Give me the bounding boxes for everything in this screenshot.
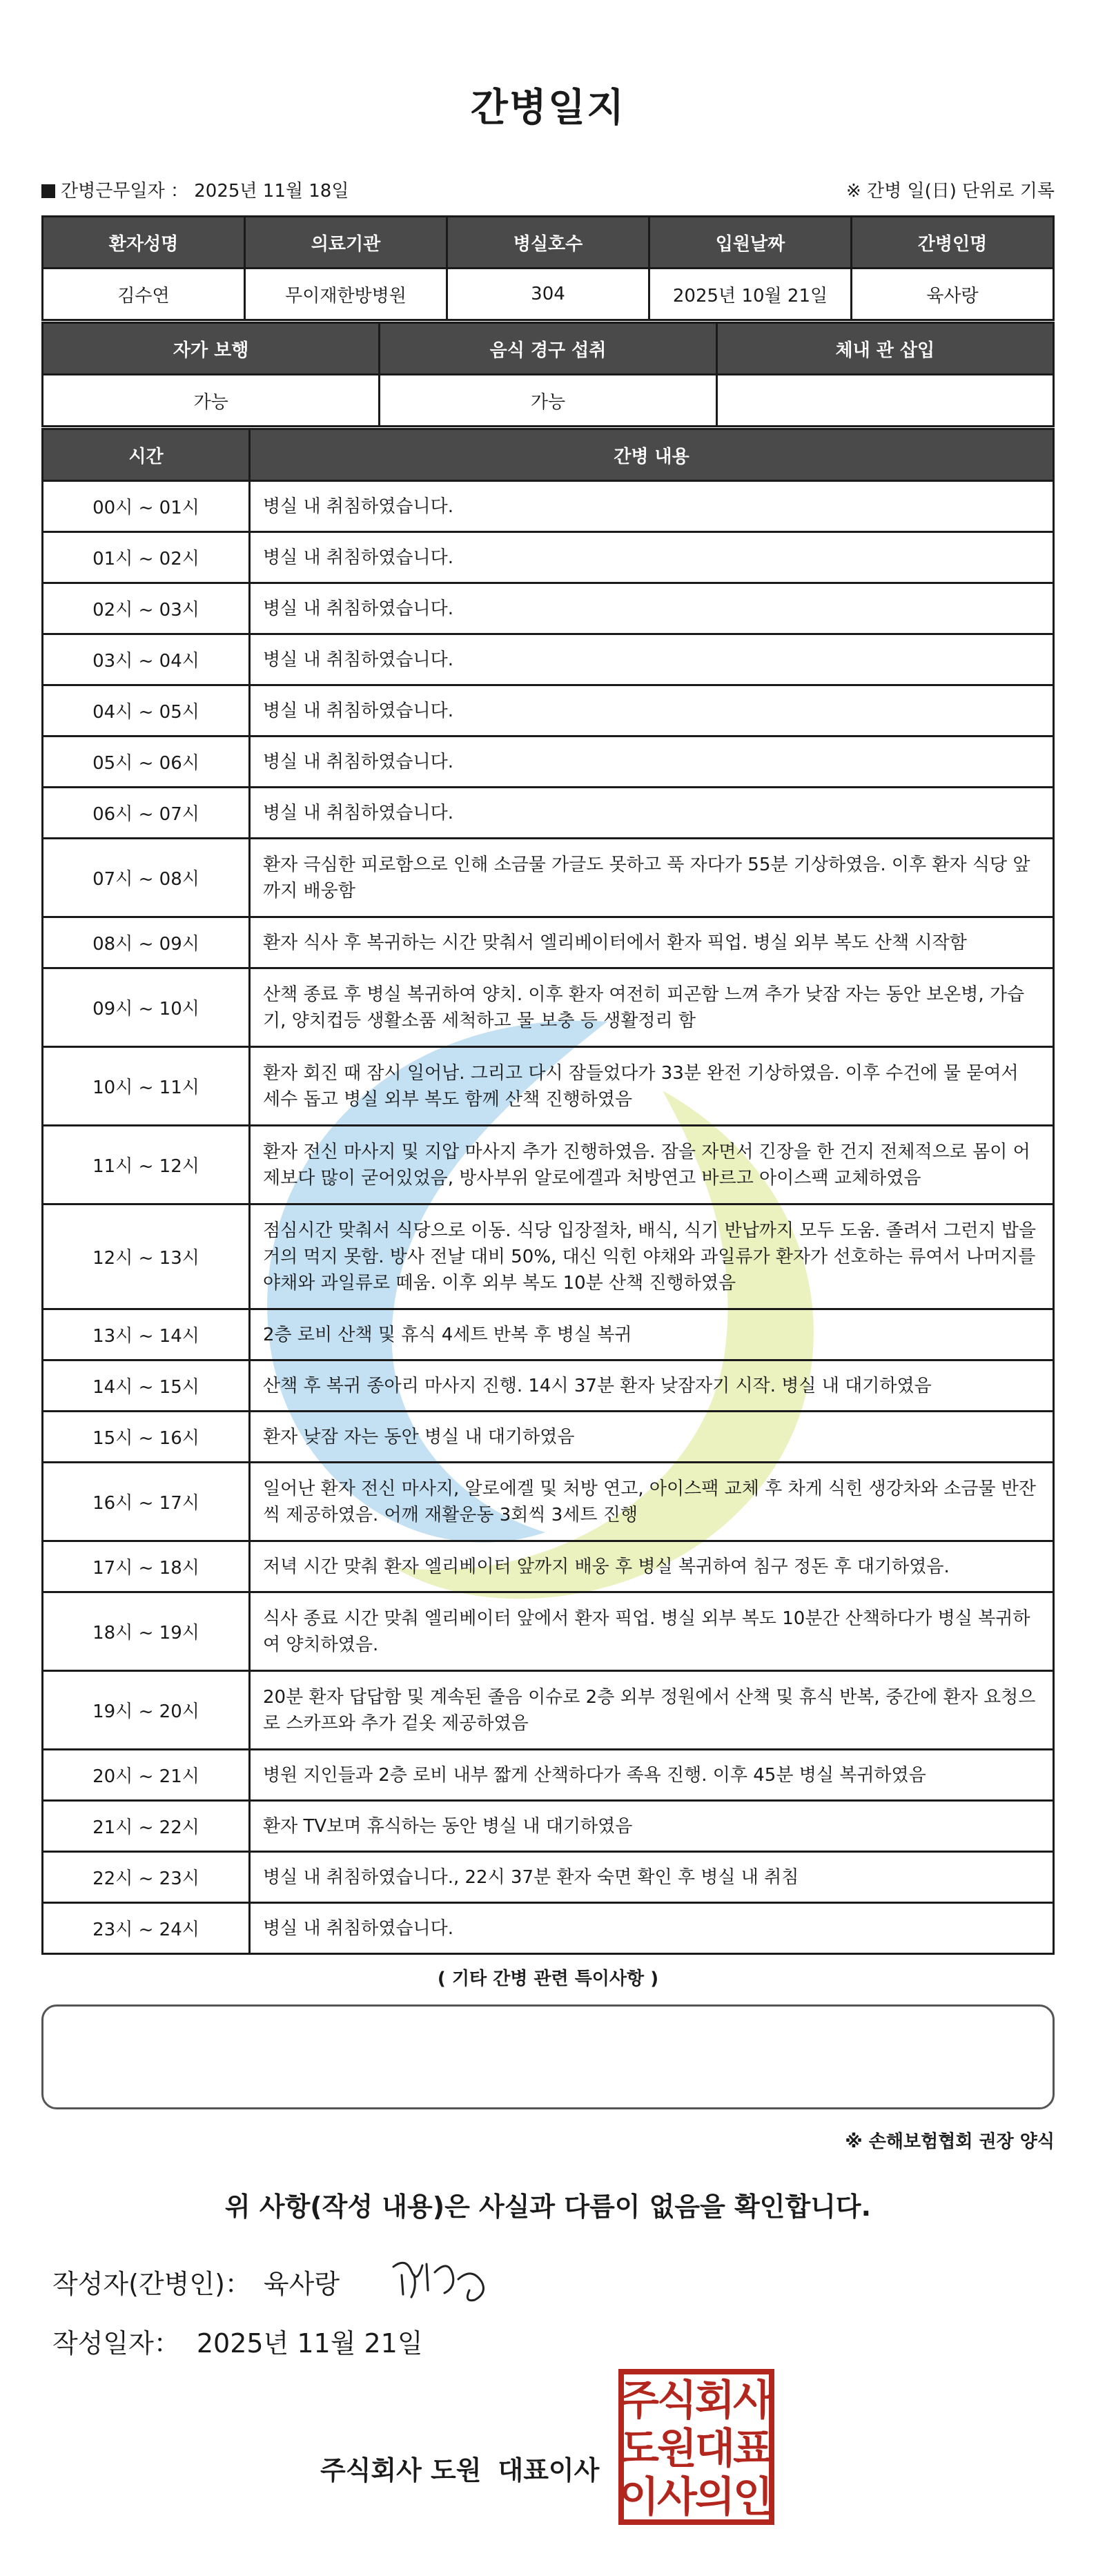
tube-value (716, 375, 1053, 427)
log-row (43, 1671, 1054, 1750)
log-time: 10시 ~ 11시 (43, 1047, 250, 1126)
header-room: 병실호수 (447, 217, 649, 269)
log-content: 병실 내 취침하였습니다. (250, 1903, 1054, 1954)
log-row (43, 1852, 1054, 1903)
patient-status-table (41, 322, 1055, 427)
log-content: 환자 식사 후 복귀하는 시간 맞춰서 엘리베이터에서 환자 픽업. 병실 외부 복도 산책 시작함 (250, 917, 1054, 968)
header-tube: 체내 관 삽입 (716, 323, 1053, 375)
log-content: 20분 환자 답답함 및 계속된 졸음 이슈로 2층 외부 정원에서 산책 및 휴식 반복, 중간에 환자 요청으로 스카프와 추가 겉옷 제공하였음 (250, 1671, 1054, 1750)
log-content: 병실 내 취침하였습니다. (250, 634, 1054, 685)
log-time: 16시 ~ 17시 (43, 1463, 250, 1541)
log-row (43, 1592, 1054, 1671)
log-time: 03시 ~ 04시 (43, 634, 250, 685)
special-notes-box (41, 2004, 1055, 2109)
handwritten-signature-icon (386, 2252, 497, 2307)
seal-character: 사 (733, 2377, 773, 2425)
header-admission-date: 입원날짜 (649, 217, 852, 269)
log-row (43, 1541, 1054, 1592)
log-time: 22시 ~ 23시 (43, 1852, 250, 1903)
header-patient-name: 환자성명 (43, 217, 245, 269)
writer-name: 육사랑 (263, 2269, 340, 2299)
log-time: 14시 ~ 15시 (43, 1360, 250, 1412)
recommended-form-note: ※ 손해보험협회 권장 양식 (845, 2131, 1055, 2152)
log-time: 05시 ~ 06시 (43, 736, 250, 788)
log-time: 20시 ~ 21시 (43, 1750, 250, 1801)
header-institution: 의료기관 (245, 217, 447, 269)
work-date-value: 2025년 11월 18일 (194, 181, 349, 202)
seal-character: 원 (657, 2425, 697, 2473)
header-care-content: 간병 내용 (250, 429, 1054, 481)
header-oral-intake: 음식 경구 섭취 (380, 323, 716, 375)
company-name: 주식회사 도원 (320, 2455, 482, 2486)
seal-character: 인 (733, 2473, 773, 2521)
company-seal-stamp-icon (618, 2369, 774, 2525)
patient-info-table (41, 215, 1055, 321)
seal-character: 사 (657, 2473, 697, 2521)
log-time: 19시 ~ 20시 (43, 1671, 250, 1750)
square-bullet-icon (41, 184, 55, 198)
written-date-label: 작성일자： (52, 2328, 180, 2359)
log-content: 환자 극심한 피로함으로 인해 소금물 가글도 못하고 푹 자다가 55분 기상하였음. 이후 환자 식당 앞까지 배웅함 (250, 839, 1054, 917)
seal-character: 대 (695, 2425, 735, 2473)
log-content: 병실 내 취침하였습니다. (250, 736, 1054, 788)
seal-character: 의 (695, 2473, 735, 2521)
written-date-value: 2025년 11월 21일 (196, 2328, 423, 2359)
log-content: 점심시간 맞춰서 식당으로 이동. 식당 입장절차, 배식, 식기 반납까지 모두 도움. 졸려서 그런지 밥을 거의 먹지 못함. 방사 전날 대비 50%, 대신 익힌 야채와 과일류가 환자가 선호하는 류여서 나머지를 야채와 과일류로 떼움. 이후 외부 복도 10분 산책 진행하였음 (250, 1204, 1054, 1309)
log-time: 12시 ~ 13시 (43, 1204, 250, 1309)
institution: 무이재한방병원 (245, 269, 447, 320)
company-line (320, 2449, 616, 2487)
work-date-label: 간병근무일자 ： (61, 181, 188, 202)
admission-date: 2025년 10월 21일 (649, 269, 852, 320)
log-time: 15시 ~ 16시 (43, 1412, 250, 1463)
oral-intake-value: 가능 (380, 375, 716, 427)
log-row (43, 1047, 1054, 1126)
log-row (43, 481, 1054, 532)
log-content: 병실 내 취침하였습니다. (250, 583, 1054, 634)
log-content: 병실 내 취침하였습니다. (250, 481, 1054, 532)
seal-character: 도 (619, 2425, 659, 2473)
care-log-table (41, 428, 1055, 1955)
log-row (43, 1801, 1054, 1852)
seal-character: 회 (695, 2377, 735, 2425)
log-row (43, 1360, 1054, 1412)
log-content: 병실 내 취침하였습니다. (250, 685, 1054, 736)
log-content: 병원 지인들과 2층 로비 내부 짧게 산책하다가 족욕 진행. 이후 45분 병실 복귀하였음 (250, 1750, 1054, 1801)
log-time: 02시 ~ 03시 (43, 583, 250, 634)
log-content: 2층 로비 산책 및 휴식 4세트 반복 후 병실 복귀 (250, 1309, 1054, 1360)
log-content: 환자 전신 마사지 및 지압 마사지 추가 진행하였음. 잠을 자면서 긴장을 한 건지 전체적으로 몸이 어제보다 많이 굳어있었음, 방사부위 알로에겔과 처방연고 바르고 아이스팩 교체하였음 (250, 1126, 1054, 1204)
log-content: 산책 종료 후 병실 복귀하여 양치. 이후 환자 여전히 피곤함 느껴 추가 낮잠 자는 동안 보온병, 가습기, 양치컵등 생활소품 세척하고 물 보충 등 생활정리 함 (250, 968, 1054, 1047)
log-row (43, 788, 1054, 839)
log-content: 저녁 시간 맞춰 환자 엘리베이터 앞까지 배웅 후 병실 복귀하여 침구 정돈 후 대기하였음. (250, 1541, 1054, 1592)
log-row (43, 1750, 1054, 1801)
log-content: 병실 내 취침하였습니다. (250, 788, 1054, 839)
patient-name: 김수연 (43, 269, 245, 320)
log-row (43, 1903, 1054, 1954)
log-time: 13시 ~ 14시 (43, 1309, 250, 1360)
seal-character: 표 (733, 2425, 773, 2473)
walking-value: 가능 (43, 375, 380, 427)
unit-note: ※ 간병 일(日) 단위로 기록 (845, 181, 1055, 202)
log-row (43, 917, 1054, 968)
seal-character: 주 (619, 2377, 659, 2425)
caregiver-name: 육사랑 (852, 269, 1054, 320)
log-time: 17시 ~ 18시 (43, 1541, 250, 1592)
log-row (43, 1412, 1054, 1463)
log-row (43, 839, 1054, 917)
header-caregiver: 간병인명 (852, 217, 1054, 269)
log-time: 21시 ~ 22시 (43, 1801, 250, 1852)
log-time: 18시 ~ 19시 (43, 1592, 250, 1671)
room-number: 304 (447, 269, 649, 320)
log-content: 일어난 환자 전신 마사지, 알로에겔 및 처방 연고, 아이스팩 교체 후 차게 식힌 생강차와 소금물 반잔씩 제공하였음. 어깨 재활운동 3회씩 3세트 진행 (250, 1463, 1054, 1541)
log-time: 07시 ~ 08시 (43, 839, 250, 917)
log-row (43, 532, 1054, 583)
log-time: 23시 ~ 24시 (43, 1903, 250, 1954)
log-row (43, 583, 1054, 634)
log-row (43, 1309, 1054, 1360)
header-walking: 자가 보행 (43, 323, 380, 375)
log-row (43, 1204, 1054, 1309)
log-row (43, 1463, 1054, 1541)
log-time: 04시 ~ 05시 (43, 685, 250, 736)
log-content: 식사 종료 시간 맞춰 엘리베이터 앞에서 환자 픽업. 병실 외부 복도 10분간 산책하다가 병실 복귀하여 양치하였음. (250, 1592, 1054, 1671)
log-row (43, 736, 1054, 788)
log-time: 06시 ~ 07시 (43, 788, 250, 839)
confirmation-statement: 위 사항(작성 내용)은 사실과 다름이 없음을 확인합니다. (224, 2192, 872, 2222)
written-date-line (52, 2322, 423, 2360)
header-time: 시간 (43, 429, 250, 481)
writer-line (52, 2263, 340, 2301)
seal-character: 식 (657, 2377, 697, 2425)
log-content: 산책 후 복귀 종아리 마사지 진행. 14시 37분 환자 낮잠자기 시작. 병실 내 대기하였음 (250, 1360, 1054, 1412)
log-content: 병실 내 취침하였습니다., 22시 37분 환자 숙면 확인 후 병실 내 취침 (250, 1852, 1054, 1903)
log-content: 환자 TV보며 휴식하는 동안 병실 내 대기하였음 (250, 1801, 1054, 1852)
log-time: 00시 ~ 01시 (43, 481, 250, 532)
log-row (43, 685, 1054, 736)
log-time: 11시 ~ 12시 (43, 1126, 250, 1204)
seal-character: 이 (619, 2473, 659, 2521)
log-time: 08시 ~ 09시 (43, 917, 250, 968)
log-row (43, 634, 1054, 685)
log-time: 09시 ~ 10시 (43, 968, 250, 1047)
log-content: 환자 낮잠 자는 동안 병실 내 대기하였음 (250, 1412, 1054, 1463)
log-time: 01시 ~ 02시 (43, 532, 250, 583)
log-row (43, 1126, 1054, 1204)
log-row (43, 968, 1054, 1047)
log-content: 병실 내 취침하였습니다. (250, 532, 1054, 583)
document-title: 간병일지 (470, 86, 626, 130)
writer-label: 작성자(간병인)： (52, 2269, 251, 2299)
log-content: 환자 회진 때 잠시 일어남. 그리고 다시 잠들었다가 33분 완전 기상하였음. 이후 수건에 물 묻여서 세수 돕고 병실 외부 복도 함께 산책 진행하였음 (250, 1047, 1054, 1126)
company-representative: 대표이사 (498, 2455, 600, 2486)
special-notes-title: ( 기타 간병 관련 특이사항 ) (437, 1969, 659, 1989)
work-date (41, 177, 349, 202)
